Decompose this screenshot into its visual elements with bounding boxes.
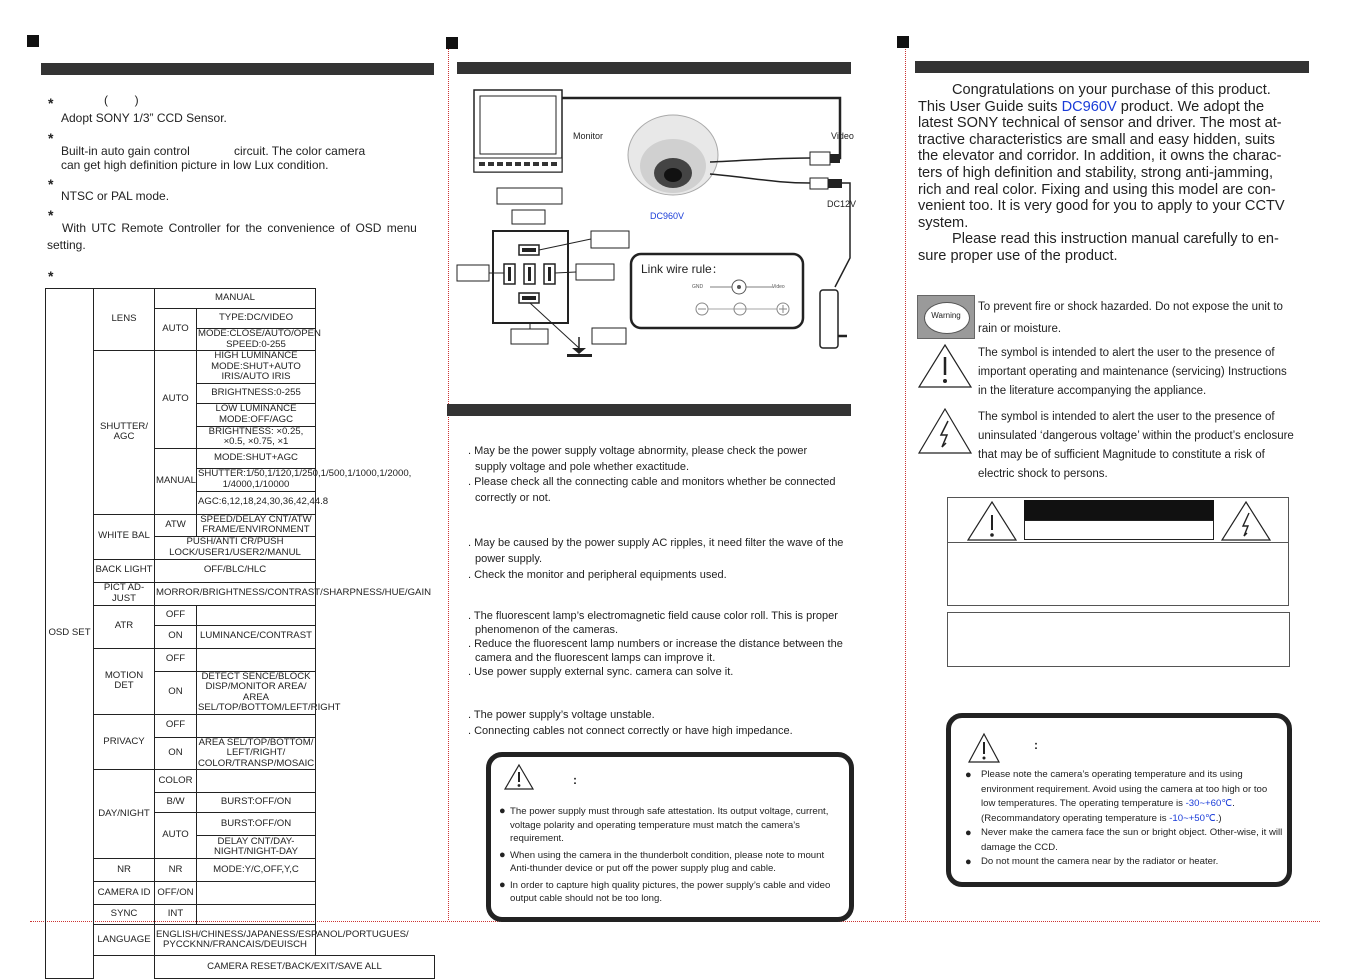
atr-off: OFF bbox=[155, 605, 197, 625]
troubleshoot-list-d bbox=[468, 708, 888, 739]
day-night-cell: DAY/NIGHT bbox=[94, 770, 155, 859]
feature-2-line2: can get high definition picture in low Lux condition. bbox=[61, 158, 329, 172]
auto-burst: BURST:OFF/ON bbox=[197, 813, 316, 836]
trouble-a2: . Please check all the connecting cable and monitors whether be connected bbox=[468, 476, 836, 488]
power-notice-box bbox=[486, 752, 854, 922]
osd-menu-table bbox=[45, 288, 435, 979]
pict-options: MORROR/BRIGHTNESS/CONTRAST/SHARPNESS/HUE/GAIN bbox=[155, 582, 316, 605]
trouble-c2: . Reduce the fluorescent lamp numbers or increase the distance between the bbox=[468, 638, 843, 650]
motion-off: OFF bbox=[155, 648, 197, 671]
camera-id-off-on: OFF/ON bbox=[155, 882, 197, 905]
feature-4-line2: setting. bbox=[47, 238, 86, 252]
camera-reset: CAMERA RESET/BACK/EXIT/SAVE ALL bbox=[155, 956, 435, 979]
bullet-star: * bbox=[48, 176, 54, 192]
brightness-mult: BRIGHTNESS: ×0.25, ×0.5, ×0.75, ×1 bbox=[197, 426, 316, 448]
atw: ATW bbox=[155, 514, 197, 536]
caution-triangle-icon bbox=[967, 732, 1001, 764]
lens-auto: AUTO bbox=[155, 309, 197, 351]
feature-2-line1b: circuit. The color camera bbox=[234, 144, 366, 158]
shutter-values: SHUTTER:1/50,1/120,1/250,1/500,1/1000,1/2000, 1/4000,1/10000 bbox=[198, 468, 412, 490]
nr-sub: NR bbox=[155, 859, 197, 882]
operating-temp: -30~+60℃ bbox=[1185, 798, 1233, 809]
trouble-c1b: phenomenon of the cameras. bbox=[475, 624, 619, 636]
feature-1-paren: ( ) bbox=[104, 93, 139, 107]
lens-manual: MANUAL bbox=[155, 289, 316, 309]
shutter-manual: MANUAL bbox=[155, 448, 197, 514]
caution-colon: : bbox=[1034, 738, 1038, 752]
feature-3-text: NTSC or PAL mode. bbox=[61, 189, 170, 203]
section-marker-left bbox=[27, 35, 39, 47]
section-marker-mid bbox=[446, 37, 458, 49]
caution-bullets bbox=[965, 768, 1283, 870]
shutter-agc-cell: SHUTTER/ AGC bbox=[94, 351, 155, 515]
header-bar-right bbox=[915, 61, 1309, 73]
pict-adjust-cell: PICT AD- JUST bbox=[94, 582, 155, 605]
brightness: BRIGHTNESS:0-255 bbox=[197, 383, 316, 403]
section-marker-right bbox=[897, 36, 909, 48]
header-bar-left bbox=[41, 63, 434, 75]
column-divider-2 bbox=[905, 40, 906, 920]
notice-colon: : bbox=[573, 773, 577, 787]
atr-on-options: LUMINANCE/CONTRAST bbox=[197, 625, 316, 648]
push-options: PUSH/ANTI CR/PUSH LOCK/USER1/USER2/MANUL bbox=[155, 536, 316, 559]
osd-keypad-icon bbox=[493, 231, 568, 323]
notice-bullet-1: ● The power supply must through safe attestation. Its output voltage, current, voltage polarity and operating temperature must match the camera’s requirement. bbox=[499, 805, 834, 846]
bullet-star: * bbox=[48, 95, 54, 111]
nr-cell: NR bbox=[94, 859, 155, 882]
caution-bullet-1 bbox=[965, 768, 1283, 826]
temperature-caution-box bbox=[946, 713, 1292, 887]
privacy-on: ON bbox=[155, 737, 197, 770]
dc-connector-icon bbox=[810, 178, 850, 287]
feature-1-text: Adopt SONY 1/3” CCD Sensor. bbox=[61, 111, 227, 125]
bullet-star: * bbox=[48, 268, 54, 284]
link-wire-rule-label: Link wire rule： bbox=[641, 262, 724, 276]
bw-burst: BURST:OFF/ON bbox=[197, 793, 316, 813]
caution-b1-b: . (Recommandatory operating temperature is bbox=[981, 798, 1235, 824]
nr-mode: MODE:Y/C,OFF,Y,C bbox=[197, 859, 316, 882]
exclamation-triangle-icon bbox=[917, 343, 973, 389]
connection-diagram bbox=[455, 82, 875, 372]
empty-notice-frame bbox=[947, 612, 1290, 667]
lens-type: TYPE:DC/VIDEO bbox=[197, 309, 316, 329]
troubleshoot-list-b bbox=[468, 535, 888, 583]
low-luminance: LOW LUMINANCE MODE:OFF/AGC bbox=[197, 403, 316, 426]
exclamation-triangle-small-icon bbox=[966, 500, 1018, 542]
atw-options: SPEED/DELAY CNT/ATW FRAME/ENVIRONMENT bbox=[197, 514, 316, 536]
dc12v-label: DC12V bbox=[827, 199, 857, 209]
motion-on: ON bbox=[155, 671, 197, 714]
intro-p1-b: product. We adopt the latest SONY technical of sensor and driver. The most at-tractive characteristics are small and easy hidden, suits the elevator and corridor. In addition, it owns the charac-ters of high definition and stability, strong anti-jamming, rich and real color. Fixing and using this model are con-venient too. It is very good for you to apply to your CCTV system. bbox=[918, 98, 1285, 231]
model-label: DC960V bbox=[650, 211, 685, 221]
trouble-b1: . May be caused by the power supply AC ripples, it need filter the wave of the bbox=[468, 537, 844, 549]
intro-p2: Please read this instruction manual carefully to en-sure proper use of the product. bbox=[918, 231, 1279, 264]
day-night-color: COLOR bbox=[155, 770, 197, 793]
trouble-b1b: power supply. bbox=[475, 553, 543, 565]
lens-mode: MODE:CLOSE/AUTO/OPEN SPEED:0-255 bbox=[198, 328, 321, 350]
feature-2-line1: Built-in auto gain control bbox=[61, 144, 190, 158]
caution-triangle-icon bbox=[503, 763, 535, 791]
agc-values: AGC:6,12,18,24,30,36,42,44.8 bbox=[197, 491, 316, 514]
dome-camera-icon bbox=[628, 115, 718, 195]
lightning-triangle-icon bbox=[917, 407, 973, 455]
caution-bullet-2: ● Never make the camera face the sun or bright object. Other-wise, it will damage the CCD. bbox=[965, 826, 1283, 855]
warning-text-1: To prevent fire or shock hazarded. Do not expose the unit to rain or moisture. bbox=[978, 301, 1283, 335]
trouble-a2b: correctly or not. bbox=[475, 491, 551, 504]
header-bar-troubleshoot bbox=[447, 404, 851, 416]
high-luminance: HIGH LUMINANCE MODE:SHUT+AUTO IRIS/AUTO IRIS bbox=[197, 351, 316, 384]
atr-on: ON bbox=[155, 625, 197, 648]
atr-cell: ATR bbox=[94, 605, 155, 648]
warning-text-3: The symbol is intended to alert the user to the presence of uninsulated ‘dangerous voltage’ within the product’s enclosure that may be of sufficient Magnitude to constitute a risk of electric shock to persons. bbox=[978, 411, 1294, 480]
trouble-a1b: supply voltage and pole whether exactitude. bbox=[475, 460, 690, 473]
bullet-star: * bbox=[48, 130, 54, 146]
lens-cell: LENS bbox=[94, 289, 155, 351]
mode-shut-agc: MODE:SHUT+AGC bbox=[197, 448, 316, 468]
intro-model: DC960V bbox=[1061, 98, 1117, 115]
back-light-cell: BACK LIGHT bbox=[94, 559, 155, 582]
caution-white-bar bbox=[1024, 520, 1214, 540]
trouble-a1: . May be the power supply voltage abnormity, please check the power bbox=[468, 445, 808, 457]
bnc-connector-icon bbox=[810, 152, 840, 165]
trouble-c2b: camera and the fluorescent lamps can improve it. bbox=[475, 652, 716, 664]
monitor-icon bbox=[474, 90, 562, 172]
language-options: ENGLISH/CHINESS/JAPANESS/ESPANOL/PORTUGUES/ PYCCKNN/FRANCAIS/DEUISCH bbox=[155, 925, 316, 956]
caution-b1-c: .) bbox=[1215, 812, 1222, 824]
header-bar-mid bbox=[457, 62, 851, 74]
caution-bullet-3: ● Do not mount the camera near by the radiator or heater. bbox=[965, 855, 1283, 870]
back-light-options: OFF/BLC/HLC bbox=[155, 559, 316, 582]
warning-label: Warning bbox=[931, 311, 961, 320]
warning-text-2: The symbol is intended to alert the user to the presence of important operating and maintenance (servicing) Instructions in the literature accompanying the appliance. bbox=[978, 347, 1287, 397]
caution-b1-a: Please note the camera’s operating temperature and its using environment requirement. Avoid using the camera at too high or too low temperatures. The operating temperature is bbox=[981, 769, 1268, 809]
bullet-star: * bbox=[48, 207, 54, 223]
warning-icon bbox=[917, 295, 975, 339]
notice-bullet-3: ● In order to capture high quality pictures, the power supply’s cable and video output cable should not be too long. bbox=[499, 879, 834, 906]
trouble-b2: . Check the monitor and peripheral equipments used. bbox=[468, 569, 727, 581]
motion-on-options: DETECT SENCE/BLOCK DISP/MONITOR AREA/ AREA SEL/TOP/BOTTOM/LEFT/RIGHT bbox=[198, 670, 341, 713]
troubleshoot-list-c bbox=[468, 609, 888, 679]
caution-black-bar bbox=[1024, 500, 1214, 520]
lightning-triangle-small-icon bbox=[1220, 500, 1272, 542]
video-small-label: Video bbox=[772, 284, 785, 290]
notice-bullets bbox=[499, 805, 834, 906]
privacy-on-options: AREA SEL/TOP/BOTTOM/ LEFT/RIGHT/ COLOR/TRANSP/MOSAIC bbox=[198, 736, 315, 769]
video-label: Video bbox=[831, 131, 854, 141]
day-night-auto: AUTO bbox=[155, 813, 197, 859]
privacy-cell: PRIVACY bbox=[94, 714, 155, 770]
trouble-c3: . Use power supply external sync. camera can solve it. bbox=[468, 666, 734, 678]
intro-p1-a: Congratulations on your purchase of this product. This User Guide suits bbox=[918, 82, 1271, 115]
caution-frame bbox=[947, 497, 1289, 606]
troubleshoot-list bbox=[468, 444, 888, 506]
motion-det-cell: MOTION DET bbox=[94, 648, 155, 714]
column-divider-1 bbox=[448, 40, 449, 920]
gnd-label: GND bbox=[692, 284, 704, 290]
osd-set-cell: OSD SET bbox=[46, 289, 94, 979]
trouble-d2: . Connecting cables not connect correctly or have high impedance. bbox=[468, 724, 793, 737]
recommended-temp: -10~+50℃ bbox=[1169, 812, 1216, 824]
delay-cnt: DELAY CNT/DAY-NIGHT/NIGHT-DAY bbox=[197, 836, 316, 859]
notice-bullet-2: ● When using the camera in the thunderbolt condition, please note to mount Anti-thunder device or put off the power supply plug and cable. bbox=[499, 849, 834, 876]
trouble-d1: . The power supply’s voltage unstable. bbox=[468, 709, 655, 721]
camera-id-cell: CAMERA ID bbox=[94, 882, 155, 905]
feature-4-line1: With UTC Remote Controller for the convenience of OSD menu bbox=[62, 221, 417, 235]
intro-text bbox=[918, 82, 1288, 265]
privacy-off: OFF bbox=[155, 714, 197, 737]
sync-cell: SYNC bbox=[94, 905, 155, 925]
power-adapter-icon bbox=[820, 290, 847, 348]
trouble-c1: . The fluorescent lamp’s electromagnetic field cause color roll. This is proper bbox=[468, 610, 838, 622]
monitor-label: Monitor bbox=[573, 131, 604, 141]
sync-int: INT bbox=[155, 905, 197, 925]
day-night-bw: B/W bbox=[155, 793, 197, 813]
language-cell: LANGUAGE bbox=[94, 925, 155, 956]
shutter-auto: AUTO bbox=[155, 351, 197, 449]
white-bal-cell: WHITE BAL bbox=[94, 514, 155, 559]
